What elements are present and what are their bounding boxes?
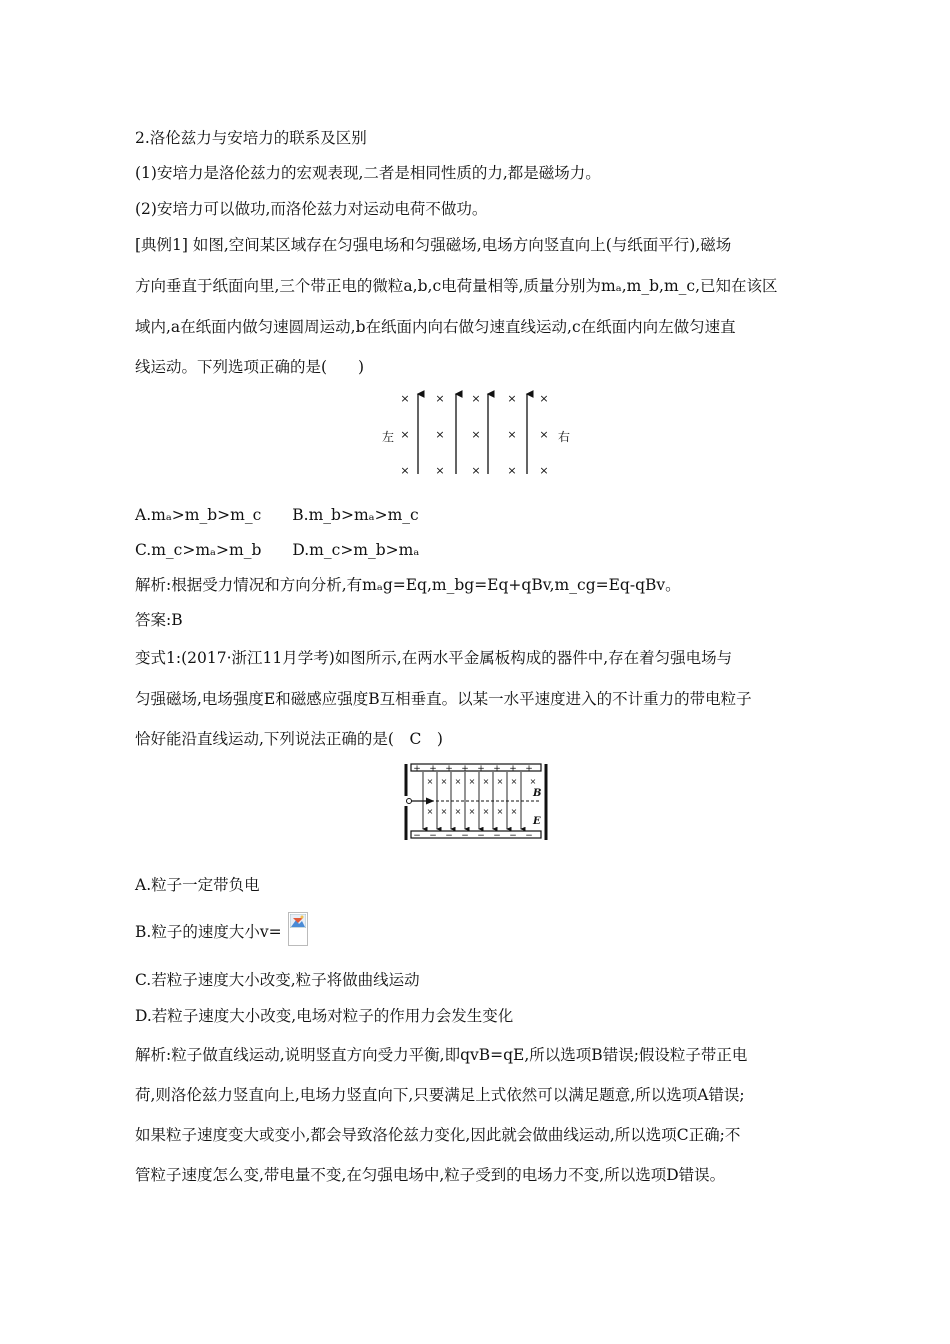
left-label: 左	[382, 430, 395, 444]
point-1: (1)安培力是洛伦兹力的宏观表现,二者是相同性质的力,都是磁场力。	[135, 164, 601, 182]
cross-mark: ×	[468, 777, 476, 786]
cross-mark: ×	[440, 777, 448, 786]
variant1-analysis-line: 解析:粒子做直线运动,说明竖直方向受力平衡,即qvB=qE,所以选项B错误;假设粒子带正电	[135, 1046, 748, 1064]
minus-mark: −	[413, 831, 421, 841]
minus-mark: −	[461, 831, 469, 841]
cross-mark: ×	[454, 807, 462, 816]
example1-option-row: C.m_c>mₐ>m_b D.m_c>m_b>mₐ	[135, 541, 420, 559]
plus-mark: +	[493, 764, 501, 774]
cross-mark: ×	[454, 777, 462, 786]
example1-line: 域内,a在纸面内做匀速圆周运动,b在纸面内向右做匀速直线运动,c在纸面内向左做匀速直	[135, 318, 736, 336]
cross-mark: ×	[435, 428, 445, 441]
cross-mark: ×	[468, 807, 476, 816]
variant1-option-a: A.粒子一定带负电	[135, 876, 260, 894]
cross-mark: ×	[471, 464, 481, 477]
cross-mark: ×	[426, 807, 434, 816]
plus-mark: +	[477, 764, 485, 774]
minus-mark: −	[493, 831, 501, 841]
right-label: 右	[558, 430, 571, 444]
cross-mark: ×	[539, 392, 549, 405]
cross-mark: ×	[539, 464, 549, 477]
cross-mark: ×	[482, 807, 490, 816]
minus-mark: −	[445, 831, 453, 841]
example1-line: 方向垂直于纸面向里,三个带正电的微粒a,b,c电荷量相等,质量分别为mₐ,m_b,m_c,已知在该区	[135, 277, 778, 295]
example1-answer: 答案:B	[135, 611, 183, 629]
plus-mark: +	[525, 764, 533, 774]
variant1-analysis-line: 荷,则洛伦兹力竖直向上,电场力竖直向下,只要满足上式依然可以满足题意,所以选项A错误;	[135, 1086, 745, 1104]
example1-analysis: 解析:根据受力情况和方向分析,有mₐg=Eq,m_bg=Eq+qBv,m_cg=Eq-qBv。	[135, 576, 681, 594]
example1-option-row: A.mₐ>m_b>m_c B.m_b>mₐ>m_c	[135, 506, 419, 524]
cross-mark: ×	[539, 428, 549, 441]
variant1-option-c: C.若粒子速度大小改变,粒子将做曲线运动	[135, 971, 420, 989]
variant1-option-b: B.粒子的速度大小v=	[135, 923, 282, 941]
example1-line: 线运动。下列选项正确的是( )	[135, 358, 365, 376]
cross-mark: ×	[471, 392, 481, 405]
velocity-selector-figure	[403, 762, 551, 842]
plus-mark: +	[429, 764, 437, 774]
cross-mark: ×	[400, 428, 410, 441]
cross-mark: ×	[529, 777, 537, 786]
variant1-line: 匀强磁场,电场强度E和磁感应强度B互相垂直。以某一水平速度进入的不计重力的带电粒子	[135, 690, 752, 708]
field-figure-1	[378, 388, 578, 480]
broken-image-icon	[288, 912, 308, 946]
minus-mark: −	[525, 831, 533, 841]
plus-mark: +	[445, 764, 453, 774]
cross-mark: ×	[435, 392, 445, 405]
point-2: (2)安培力可以做功,而洛伦兹力对运动电荷不做功。	[135, 200, 488, 218]
cross-mark: ×	[435, 464, 445, 477]
section-title: 2.洛伦兹力与安培力的联系及区别	[135, 129, 367, 147]
cross-mark: ×	[471, 428, 481, 441]
variant1-analysis-line: 管粒子速度怎么变,带电量不变,在匀强电场中,粒子受到的电场力不变,所以选项D错误。	[135, 1166, 726, 1184]
minus-mark: −	[477, 831, 485, 841]
cross-mark: ×	[510, 807, 518, 816]
cross-mark: ×	[400, 464, 410, 477]
cross-mark: ×	[440, 807, 448, 816]
variant1-option-d: D.若粒子速度大小改变,电场对粒子的作用力会发生变化	[135, 1007, 514, 1025]
variant1-line: 变式1:(2017·浙江11月学考)如图所示,在两水平金属板构成的器件中,存在着匀强电场与	[135, 649, 733, 667]
cross-mark: ×	[496, 777, 504, 786]
label-b: B	[533, 788, 542, 799]
cross-mark: ×	[426, 777, 434, 786]
cross-mark: ×	[400, 392, 410, 405]
variant1-line: 恰好能沿直线运动,下列说法正确的是( C )	[135, 730, 443, 748]
cross-mark: ×	[507, 464, 517, 477]
cross-mark: ×	[496, 807, 504, 816]
plus-mark: +	[509, 764, 517, 774]
minus-mark: −	[429, 831, 437, 841]
cross-mark: ×	[510, 777, 518, 786]
minus-mark: −	[509, 831, 517, 841]
example1-line: [典例1] 如图,空间某区域存在匀强电场和匀强磁场,电场方向竖直向上(与纸面平行),磁场	[135, 236, 732, 254]
label-e: E	[533, 816, 541, 827]
variant1-analysis-line: 如果粒子速度变大或变小,都会导致洛伦兹力变化,因此就会做曲线运动,所以选项C正确;不	[135, 1126, 741, 1144]
cross-mark: ×	[482, 777, 490, 786]
plus-mark: +	[413, 764, 421, 774]
cross-mark: ×	[507, 392, 517, 405]
plus-mark: +	[461, 764, 469, 774]
cross-mark: ×	[507, 428, 517, 441]
